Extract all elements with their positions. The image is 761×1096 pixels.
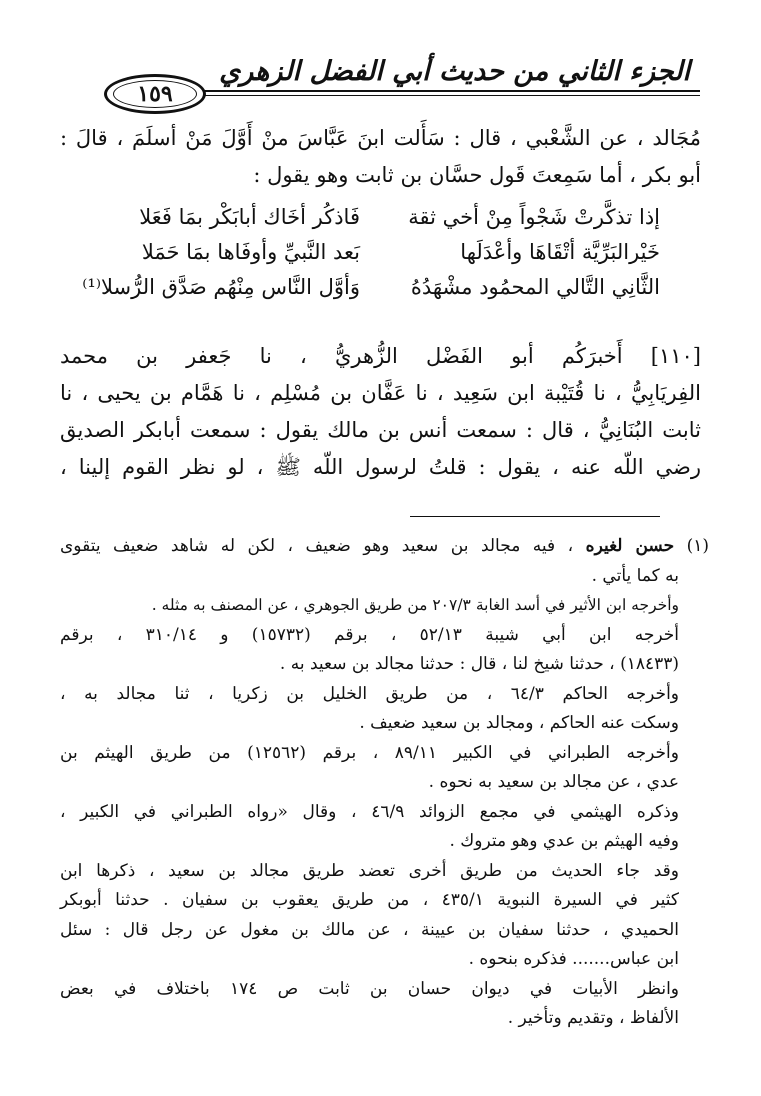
poem [82,200,660,305]
footnote-line: عدي ، عن مجالد بن سعيد به نحوه . [428,772,679,792]
verse-first-half: خَيْرالبَرِّيَّة أتْقَاهَا وأعْدَلَها [460,240,660,264]
verse-first-half: إذا تذكَّرتْ شَجْواً مِنْ أخي ثقة [408,205,660,229]
footnote-line: أخرجه ابن أبي شيبة ٥٢/١٣ ، برقم (١٥٧٣٢) و ٣١٠/١٤ ، برقم [60,624,679,645]
footnote-line: كثير في السيرة النبوية ٤٣٥/١ ، من طريق يعقوب بن سفيان . حدثنا أبوبكر [60,890,680,910]
footnotes [60,532,709,1034]
verse-first-half: الثَّانِي التَّالي المحمُود مشْهَدُهُ [410,275,660,299]
poem-verse [82,270,660,305]
footnote-line [60,532,709,562]
footnote-number: (١) [686,536,709,556]
footnote-line: وأخرجه ابن الأثير في أسد الغابة ٢٠٧/٣ من طريق الجوهري ، عن المصنف به مثله . [151,596,679,614]
footnote-line: وانظر الأبيات في ديوان حسان بن ثابت ص ١٧٤ باختلاف في بعض [60,978,679,999]
page-number-badge [104,74,206,114]
footnote-line: وسكت عنه الحاكم ، ومجالد بن سعيد ضعيف . [359,713,679,733]
footnote-line: وذكره الهيثمي في مجمع الزوائد ٤٦/٩ ، وقال «رواه الطبراني في الكبير ، [60,801,680,822]
footnote-line: وأخرجه الحاكم ٦٤/٣ ، من طريق الخليل بن زكريا ، ثنا مجالد به ، [60,683,680,704]
footnote-line: وأخرجه الطبراني في الكبير ٨٩/١١ ، برقم (١٢٥٦٢) من طريق الهيثم بن [60,742,679,763]
text-line: ثابت البُنَانِيُّ ، قال : سمعت أنس بن مالك يقول : سمعت أبابكر الصديق [60,418,701,442]
page-header [110,52,700,107]
text-line: مُجَالد ، عن الشَّعْبي ، قال : سَأَلت ابنَ عَبَّاسَ منْ أَوَّلَ مَنْ أسلَمَ ، قالَ : [60,126,701,150]
text-line: [١١٠] أَخبرَكُم أبو الفَضْل الزُّهريُّ ، نا جَعفر بن محمد [60,344,701,368]
hadith-paragraph [60,338,701,486]
footnote-line: (١٨٤٣٣) ، حدثنا شيخ لنا ، قال : حدثنا مجالد بن سعيد به . [279,654,679,674]
footnote-line: وقد جاء الحديث من طريق أخرى تعضد طريق مجالد بن سعيد ، ذكرها ابن [60,860,679,881]
verse-second-half: بَعد النَّبيِّ وأوفَاها بمَا حَمَلا [141,240,360,264]
verse-second-half: فَاذكُر أخَاك أبابَكْر بمَا فَعَلا [139,205,360,229]
text-line: أبو بكر ، أما سَمِعتَ قَول حسَّان بن ثابت وهو يقول : [253,163,701,187]
text-line: الفِريَابِيُّ ، نا قُتَيْبة ابن سَعِيد ، نا عَفَّان بن مُسْلِم ، نا هَمَّام بن يحيى ، نا [60,381,701,405]
footnote-line: ابن عباس....... فذكره بنحوه . [468,949,679,969]
text-line: رضي اللّه عنه ، يقول : قلتُ لرسول اللّه ﷺ ، لو نظر القوم إلينا ، [60,455,701,479]
footnote-line: وفيه الهيثم بن عدي وهو متروك . [449,831,679,851]
poem-verse [90,235,660,270]
page-number: ١٥٩ [137,81,173,107]
intro-paragraph [60,120,701,194]
poem-verse [90,200,660,235]
footnote-line: الألفاظ ، وتقديم وتأخير . [507,1008,679,1028]
footnote-text: ، فيه مجالد بن سعيد وهو ضعيف ، لكن له شاهد ضعيف يتقوى [60,536,574,556]
verse-second-half: وَأوَّل النَّاس مِنْهُم صَدَّق الرُّسلا⁽¹⁾ [82,275,360,299]
footnote-line: به كما يأتي . [591,565,679,586]
book-title: الجزء الثاني من حديث أبي الفضل الزهري [219,56,690,87]
footnote-grade: حسن لغيره [585,536,675,556]
footnote-line: الحميدي ، حدثنا سفيان بن عيينة ، عن مالك بن مغول عن رجل قال : سئل [60,919,679,940]
footnote-divider [410,516,660,517]
